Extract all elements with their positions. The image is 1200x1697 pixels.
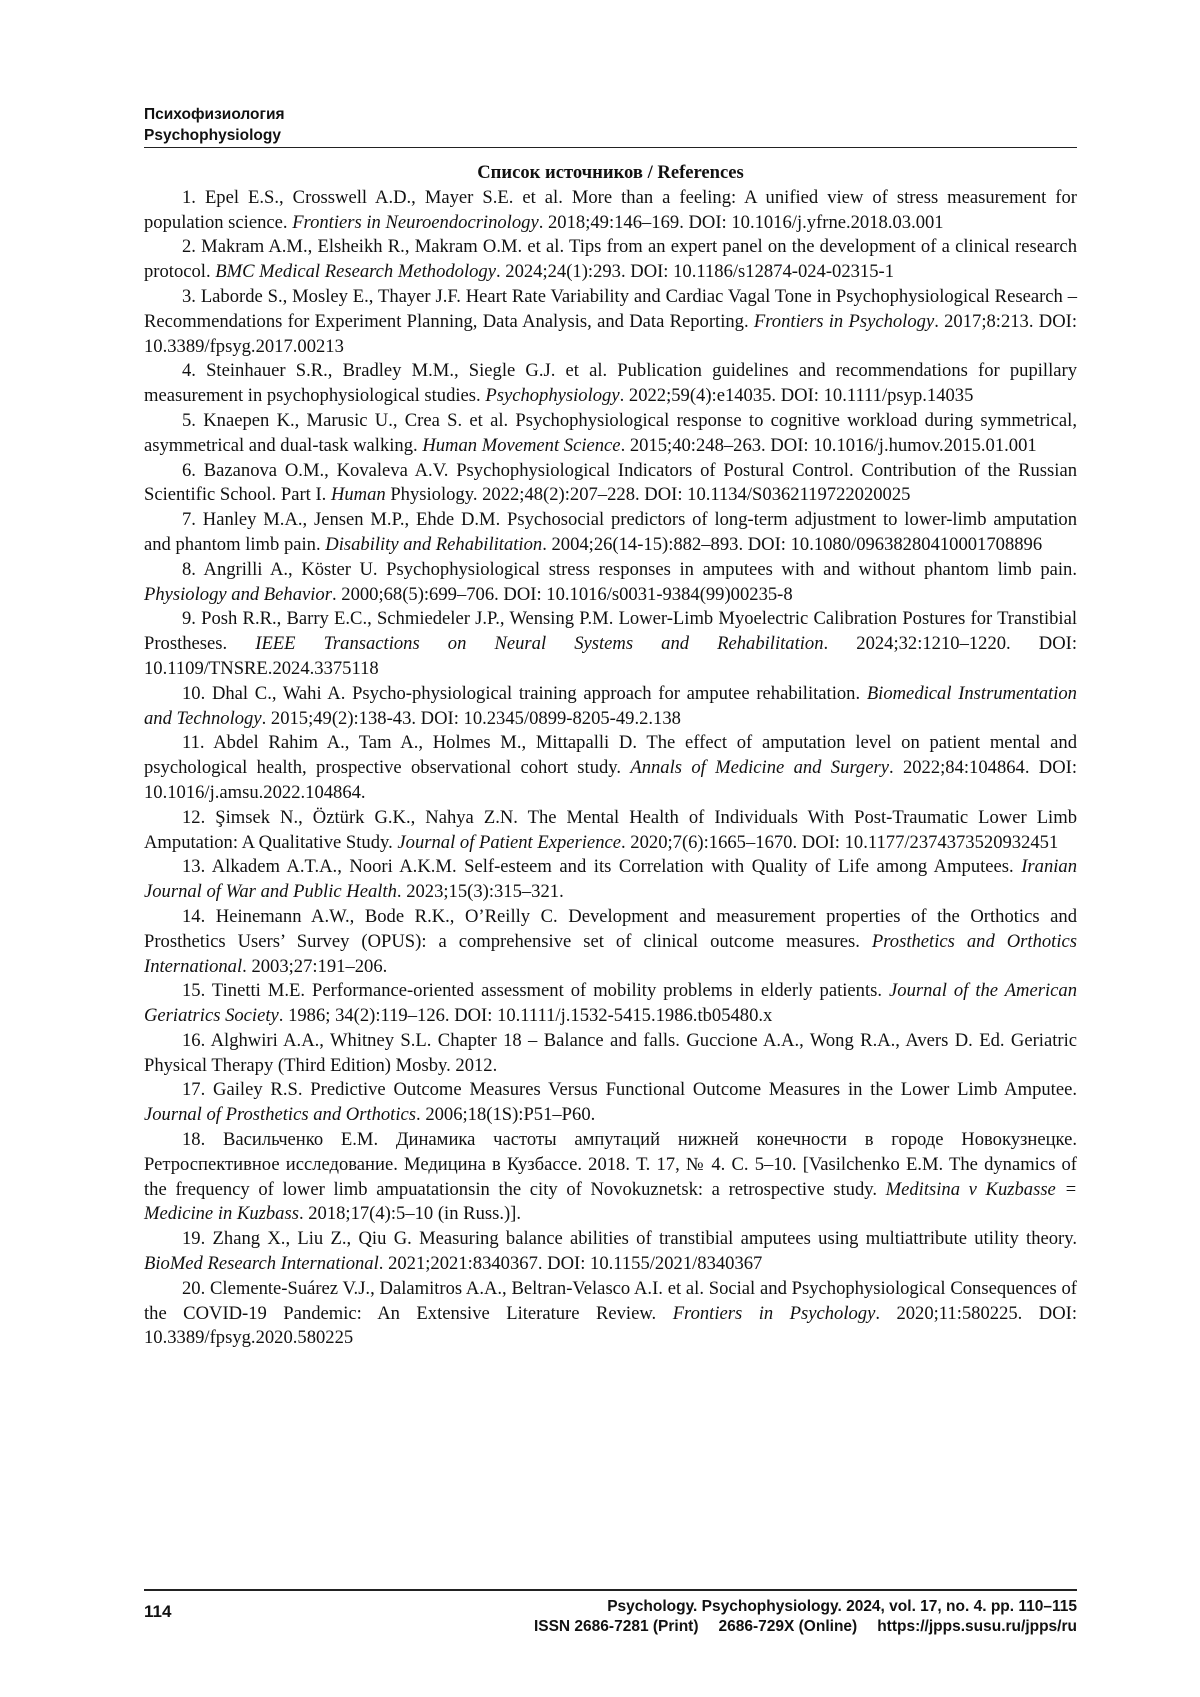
reference-item xyxy=(144,1128,1077,1227)
reference-item xyxy=(144,1029,1077,1079)
reference-text: 7. Hanley M.A., Jensen M.P., Ehde D.M. Psychosocial predictors of long-term adjustment to lower-limb amputation and phantom limb pain. xyxy=(144,509,1077,555)
issn-line xyxy=(450,1617,1077,1637)
reference-text: 20. Clemente-Suárez V.J., Dalamitros A.A., Beltran-Velasco A.I. et al. Social and Psychophysiological Consequences of the COVID-19 Pandemic: An Extensive Literature Review. xyxy=(144,1277,1077,1324)
reference-item xyxy=(144,508,1077,558)
reference-journal: BioMed Research International xyxy=(144,1253,379,1275)
reference-item xyxy=(144,855,1077,905)
reference-item xyxy=(144,905,1077,979)
reference-text: 2. Makram A.M., Elsheikh R., Makram O.M. et al. Tips from an expert panel on the development of a clinical research protocol. xyxy=(144,236,1077,283)
reference-item xyxy=(144,235,1077,285)
reference-journal: Frontiers in Psychology xyxy=(672,1302,876,1324)
reference-details: . 2020;11:580225. DOI: 10.3389/fpsyg.2020.580225 xyxy=(144,1302,1077,1349)
reference-journal: Iranian Journal of War and Public Health xyxy=(144,856,1077,903)
header-divider xyxy=(144,147,1077,148)
reference-journal: Human Movement Science xyxy=(422,434,621,456)
journal-info xyxy=(450,1597,1077,1637)
reference-item xyxy=(144,607,1077,681)
reference-journal: Frontiers in Neuroendocrinology xyxy=(292,211,539,233)
reference-item xyxy=(144,409,1077,459)
reference-journal: Biomedical Instrumentation and Technology xyxy=(144,682,1077,729)
reference-details: . 2017;8:213. DOI: 10.3389/fpsyg.2017.00213 xyxy=(144,310,1077,357)
reference-details: . 2015;40:248–263. DOI: 10.1016/j.humov.2015.01.001 xyxy=(620,434,1037,456)
reference-text: 1. Epel E.S., Crosswell A.D., Mayer S.E. et al. More than a feeling: A unified view of stress measurement for population science. xyxy=(144,186,1077,233)
reference-text: 16. Alghwiri A.A., Whitney S.L. Chapter 18 – Balance and falls. Guccione A.A., Wong R.A., Avers D. Ed. Geriatric Physical Therapy (Third Edition) Mosby. 2012. xyxy=(144,1029,1077,1076)
reference-journal: Journal of Prosthetics and Orthotics xyxy=(144,1104,417,1126)
reference-text: 9. Posh R.R., Barry E.C., Schmiedeler J.P., Wensing P.M. Lower-Limb Myoelectric Calibration Postures for Transtibial Prostheses. xyxy=(144,608,1077,655)
reference-list xyxy=(144,186,1077,1351)
reference-journal: Journal of the American Geriatrics Society xyxy=(144,980,1077,1027)
reference-journal: IEEE Transactions on Neural Systems and Rehabilitation xyxy=(255,633,824,655)
reference-text: 11. Abdel Rahim A., Tam A., Holmes M., Mittapalli D. The effect of amputation level on patient mental and psychological health, prospective observational cohort study. xyxy=(144,732,1077,779)
issn-online: 2686-729X (Online) xyxy=(718,1618,858,1635)
references-section xyxy=(144,161,1077,1351)
reference-journal: BMC Medical Research Methodology xyxy=(215,261,496,283)
reference-journal: Annals of Medicine and Surgery xyxy=(630,757,889,779)
reference-text: 4. Steinhauer S.R., Bradley M.M., Siegle G.J. et al. Publication guidelines and recommendations for pupillary measurement in psychophysiological studies. xyxy=(144,360,1077,407)
references-heading: Список источников / References xyxy=(477,162,744,183)
reference-details: . 2018;17(4):5–10 (in Russ.)]. xyxy=(298,1203,522,1225)
running-head xyxy=(144,104,1074,146)
reference-journal: Human xyxy=(330,484,386,506)
reference-details: . 2003;27:191–206. xyxy=(242,955,388,977)
reference-details: . 2015;49(2):138-43. DOI: 10.2345/0899-8205-49.2.138 xyxy=(261,707,681,729)
section-title-en: Psychophysiology xyxy=(144,127,281,144)
reference-text: 14. Heinemann A.W., Bode R.K., O’Reilly C. Development and measurement properties of the Orthotics and Prosthetics Users’ Survey (OPUS): a comprehensive set of clinical outcome measures. xyxy=(144,905,1077,952)
reference-details: . 2006;18(1S):P51–P60. xyxy=(416,1104,596,1126)
reference-item xyxy=(144,979,1077,1029)
reference-journal: Disability and Rehabilitation xyxy=(325,533,543,555)
reference-details: Physiology. 2022;48(2):207–228. DOI: 10.1134/S0362119722020025 xyxy=(385,484,911,506)
reference-item xyxy=(144,1277,1077,1351)
section-title-ru: Психофизиология xyxy=(144,106,285,123)
reference-journal: Physiology and Behavior xyxy=(144,583,332,605)
reference-text: 15. Tinetti M.E. Performance-oriented assessment of mobility problems in elderly patients. xyxy=(182,980,890,1002)
reference-item xyxy=(144,558,1077,608)
reference-item xyxy=(144,1227,1077,1277)
reference-journal: Frontiers in Psychology xyxy=(753,310,935,332)
reference-item xyxy=(144,186,1077,236)
reference-item xyxy=(144,731,1077,805)
reference-text: 18. Васильченко Е.М. Динамика частоты ампутаций нижней конечности в городе Новокузнецке. Ретроспективное исследование. Медицина в Кузбассе. 2018. Т. 17, № 4. С. 5–10. [Vasilchenko E.M. The dynamics of the frequency of lower limb ampuatationsin the city of Novokuznetsk: a retrospective study. xyxy=(144,1129,1077,1200)
reference-text: 13. Alkadem A.T.A., Noori A.K.M. Self-esteem and its Correlation with Quality of Life among Amputees. xyxy=(182,856,1022,878)
reference-text: 10. Dhal C., Wahi A. Psycho-physiological training approach for amputee rehabilitation. xyxy=(182,682,867,704)
reference-details: . 2004;26(14-15):882–893. DOI: 10.1080/09638280410001708896 xyxy=(542,533,1043,555)
reference-text: 19. Zhang X., Liu Z., Qiu G. Measuring balance abilities of transtibial amputees using multiattribute utility theory. xyxy=(182,1228,1077,1250)
reference-item xyxy=(144,806,1077,856)
reference-item xyxy=(144,682,1077,732)
reference-details: . 2020;7(6):1665–1670. DOI: 10.1177/2374373520932451 xyxy=(621,831,1059,853)
reference-details: . 2023;15(3):315–321. xyxy=(396,881,564,903)
reference-journal: Journal of Patient Experience xyxy=(397,831,621,853)
reference-item xyxy=(144,359,1077,409)
reference-text: 8. Angrilli A., Köster U. Psychophysiological stress responses in amputees with and without phantom limb pain. xyxy=(182,558,1077,580)
reference-details: . 2021;2021:8340367. DOI: 10.1155/2021/8340367 xyxy=(378,1253,763,1275)
reference-text: 6. Bazanova O.M., Kovaleva A.V. Psychophysiological Indicators of Postural Control. Contribution of the Russian Scientific School. Part I. xyxy=(144,459,1077,506)
reference-journal: Meditsina v Kuzbasse = Medicine in Kuzbass xyxy=(144,1178,1077,1225)
reference-item xyxy=(144,459,1077,509)
reference-journal: Psychophysiology xyxy=(485,385,620,407)
journal-url[interactable]: https://jpps.susu.ru/jpps/ru xyxy=(877,1618,1077,1635)
reference-text: 12. Şimsek N., Öztürk G.K., Nahya Z.N. The Mental Health of Individuals With Post-Traumatic Lower Limb Amputation: A Qualitative Study. xyxy=(144,806,1077,853)
reference-details: . 2024;32:1210–1220. DOI: 10.1109/TNSRE.2024.3375118 xyxy=(144,633,1078,679)
reference-details: . 2018;49:146–169. DOI: 10.1016/j.yfrne.2018.03.001 xyxy=(538,211,944,233)
reference-text: 17. Gailey R.S. Predictive Outcome Measures Versus Functional Outcome Measures in the Lower Limb Amputee. xyxy=(182,1079,1077,1101)
reference-details: . 2022;84:104864. DOI: 10.1016/j.amsu.2022.104864. xyxy=(144,757,1078,803)
reference-item xyxy=(144,1078,1077,1128)
reference-item xyxy=(144,285,1077,359)
journal-citation: Psychology. Psychophysiology. 2024, vol. 17, no. 4. pp. 110–115 xyxy=(607,1598,1077,1615)
reference-details: . 2000;68(5):699–706. DOI: 10.1016/s0031-9384(99)00235-8 xyxy=(331,583,793,605)
reference-details: . 2024;24(1):293. DOI: 10.1186/s12874-024-02315-1 xyxy=(495,261,894,283)
footer-divider xyxy=(144,1589,1077,1591)
reference-journal: Prosthetics and Orthotics International xyxy=(144,930,1077,977)
reference-details: . 2022;59(4):e14035. DOI: 10.1111/psyp.14035 xyxy=(619,385,974,407)
reference-details: . 1986; 34(2):119–126. DOI: 10.1111/j.1532-5415.1986.tb05480.x xyxy=(278,1005,773,1027)
page-number: 114 xyxy=(144,1602,172,1621)
issn-print: ISSN 2686-7281 (Print) xyxy=(533,1618,699,1635)
reference-text: 5. Knaepen K., Marusic U., Crea S. et al. Psychophysiological response to cognitive workload during symmetrical, asymmetrical and dual-task walking. xyxy=(144,409,1077,456)
reference-text: 3. Laborde S., Mosley E., Thayer J.F. Heart Rate Variability and Cardiac Vagal Tone in Psychophysiological Research – Recommendations for Experiment Planning, Data Analysis, and Data Reporting. xyxy=(144,285,1077,332)
